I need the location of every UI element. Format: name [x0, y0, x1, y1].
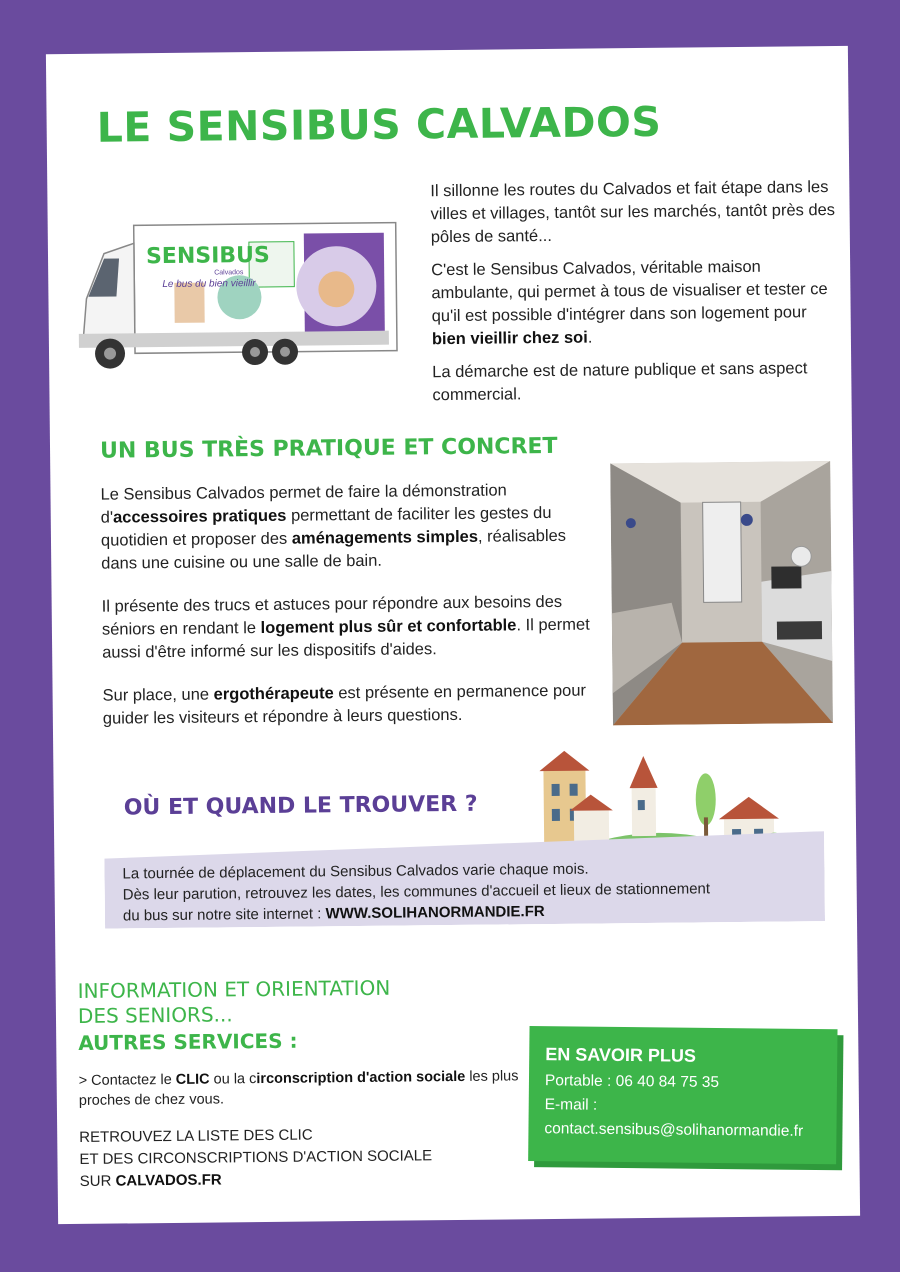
calvados-link[interactable]: CALVADOS.FR: [115, 1171, 222, 1190]
bus-interior-photo: [610, 461, 833, 725]
page-title: LE SENSIBUS CALVADOS: [96, 97, 662, 152]
clic-list-text: RETROUVEZ LA LISTE DES CLIC ET DES CIRCONSCRIPTIONS D'ACTION SOCIALE SUR CALVADOS.FR: [79, 1126, 433, 1190]
bus-brand-text: SENSIBUS: [145, 242, 270, 270]
intro-text: [430, 176, 842, 417]
practical-text: [100, 478, 603, 750]
contact-heading: EN SAVOIR PLUS: [545, 1044, 697, 1066]
contact-box: [528, 1026, 837, 1164]
practical-heading: UN BUS TRÈS PRATIQUE ET CONCRET: [99, 433, 558, 464]
practical-paragraph-2: Il présente des trucs et astuces pour répondre aux besoins des séniors en rendant le logement plus sûr et confortable. Il permet aussi d'être informé sur les dispositifs d'aides.: [101, 592, 590, 662]
practical-paragraph-1: Le Sensibus Calvados permet de faire la démonstration d'accessoires pratiques permettant de faciliter les gestes du quotidien et proposer des aménagements simples, réalisables dans une cuisine ou une salle de bain.: [100, 481, 567, 573]
intro-paragraph-2: C'est le Sensibus Calvados, véritable maison ambulante, qui permet à tous de visualiser et tester ce qu'il est possible d'intégrer dans son logement pour bien vieillir chez soi.: [431, 257, 828, 349]
contact-email-label: E-mail :: [544, 1096, 598, 1114]
bus-region-text: Calvados: [214, 269, 244, 277]
contact-email[interactable]: contact.sensibus@solihanormandie.fr: [544, 1120, 804, 1140]
contact-phone[interactable]: Portable : 06 40 84 75 35: [544, 1072, 720, 1091]
tour-line-1: La tournée de déplacement du Sensibus Calvados varie chaque mois.: [122, 860, 589, 883]
clic-contact-text: > Contactez le CLIC ou la circonscription d'action sociale les plus proches de chez vous.: [78, 1068, 519, 1109]
flyer-sheet: [46, 46, 860, 1224]
where-heading: OÙ ET QUAND LE TROUVER ?: [123, 791, 478, 821]
tour-info-text: [122, 856, 813, 926]
practical-paragraph-3: Sur place, une ergothérapeute est présente en permanence pour guider les visiteurs et répondre à leurs questions.: [102, 681, 587, 728]
sensibus-van-image: [73, 200, 405, 383]
intro-paragraph-3: La démarche est de nature publique et sans aspect commercial.: [432, 359, 808, 405]
website-link[interactable]: WWW.SOLIHANORMANDIE.FR: [325, 903, 545, 923]
tour-line-2: Dès leur parution, retrouvez les dates, les communes d'accueil et lieux de stationnement: [122, 880, 711, 904]
other-services-heading: AUTRES SERVICES :: [78, 1028, 298, 1055]
intro-paragraph-1: Il sillonne les routes du Calvados et fait étape dans les villes et villages, tantôt sur les marchés, tantôt près des pôles de santé...: [430, 178, 836, 247]
bus-tagline-text: Le bus du bien vieillir: [162, 278, 256, 291]
tour-line-3: du bus sur notre site internet : WWW.SOLIHANORMANDIE.FR: [122, 903, 545, 925]
info-orientation-heading: INFORMATION ET ORIENTATION DES SENIORS...: [77, 975, 391, 1028]
